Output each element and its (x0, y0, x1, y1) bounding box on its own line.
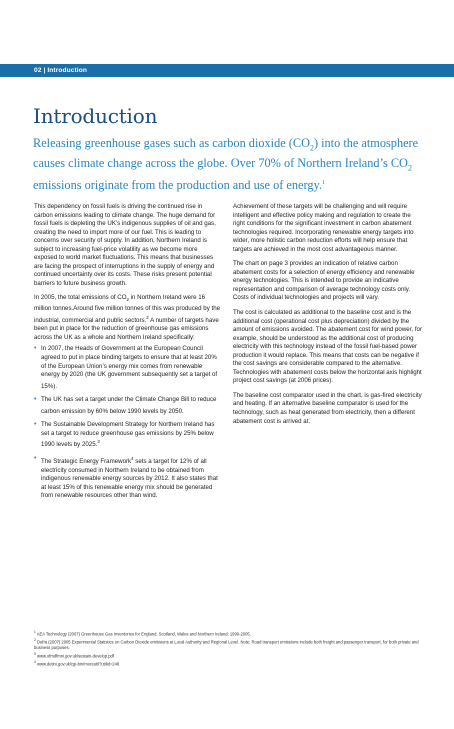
footnote (34, 638, 422, 651)
lead-paragraph (33, 136, 428, 193)
bullet-footnote-ref: 3 (97, 439, 100, 445)
lead-subscript-2: 2 (407, 163, 412, 173)
footnotes (34, 630, 422, 668)
bullet-text: In 2007, the Heads of Government at the European Council agreed to put in place binding targets to ensure that at least 20% of the European Union’s energy mix comes from renewable energy by 2020 (the UK government subsequently set a target of 15%). (41, 345, 218, 390)
lead-text-1: Releasing greenhouse gases such as carbon dioxide (CO (33, 136, 310, 150)
bullet-icon: • (34, 421, 37, 429)
left-p2-text-a: In 2005, the total emissions of CO (34, 294, 127, 302)
bullet-footnote-ref: 4 (131, 456, 134, 462)
footnote-text: Defra (2007) 2005 Experimental Statistics on Carbon Dioxide emissions at Local Authority and Regional Level. Note: Road transport emissions include both freight and passenger transport, for both private and business purposes. (34, 639, 419, 651)
list-item (34, 345, 222, 391)
footnote (34, 660, 422, 667)
bullet-icon: • (34, 455, 37, 463)
targets-list (34, 345, 222, 500)
bullet-text: The Sustainable Development Strategy for Northern Ireland has set a target to reduce greenhouse gas emissions by 25% below 1990 levels by 2025. (41, 421, 215, 449)
right-paragraph-4: The baseline cost comparator used in the chart, is gas-fired electricity and heating. If an alternative baseline comparator is used for the technology, such as heat generated from electricity, then a different abatement cost is arrived at. (233, 391, 422, 425)
bullet-icon: • (34, 396, 37, 404)
page-title: Introduction (33, 104, 158, 128)
left-p2-footnote-ref: 2 (146, 314, 149, 320)
bullet-tail: sets a target for 12% of all electricity consumed in Northern Ireland to be obtained from indigenous renewable energy sources by 2012. It also states that at least 15% of this renewable energy mix should be generated from renewable resources other than wind. (41, 458, 218, 500)
left-paragraph-2 (34, 294, 222, 342)
list-item (34, 396, 222, 416)
footnote-number: 2 (34, 638, 36, 643)
footnote (34, 652, 422, 659)
footnote (34, 630, 422, 637)
footnote-link[interactable]: www.detini.gov.uk/cgi-bin/moreutil?utilid=248 (35, 661, 120, 667)
lead-text-2: ) into the atmosphere causes climate change across the globe. Over 70% of Northern Ireland’s CO (33, 136, 419, 171)
list-item (34, 455, 222, 501)
right-paragraph-2: The chart on page 3 provides an indication of relative carbon abatement costs for a selection of energy efficiency and renewable energy technologies. This is intended to provide an indicative representation and comparison of average technology costs only. Costs of individual technologies and projects will vary. (233, 260, 415, 302)
lead-footnote-ref: 1 (321, 180, 325, 187)
list-item (34, 421, 222, 450)
footnote-link[interactable]: www.ofmdfmni.gov.uk/sustain-develop.pdf (35, 653, 115, 659)
right-column (233, 203, 422, 432)
lead-subscript-1: 2 (309, 143, 314, 153)
footnote-number: 1 (34, 630, 36, 634)
left-p2-text-b: in Northern Ireland were 16 million tonnes.Around five million tonnes of this was produced by the industrial, commercial and public sectors. (34, 294, 221, 324)
left-column (34, 203, 222, 506)
footnote-text: AEA Technology (2007) Greenhouse Gas Inventories for England, Scotland, Wales and Northern Ireland: 1990-2005. (35, 631, 251, 637)
footnote-number: 4 (34, 660, 36, 665)
bullet-text: The UK has set a target under the Climate Change Bill to reduce carbon emission by 60% below 1990 levels by 2050. (41, 396, 217, 415)
section-label: 02 | Introduction (34, 67, 87, 74)
right-paragraph-1: Achievement of these targets will be challenging and will require intelligent and effective policy making and regulation to create the right conditions for the significant investment in carbon abatement technologies required. Incorporating renewable energy targets into wider, more holistic carbon reduction efforts will help ensure that targets are achieved in the most cost advantageous manner. (233, 203, 414, 253)
left-p2-subscript: 2 (126, 297, 129, 303)
right-paragraph-3: The cost is calculated as additional to the baseline cost and is the additional cost (operational cost plus depreciation) divided by the amount of emissions avoided. The abatement cost for wind power, for example, should be understood as the additional cost of producing electricity with this technology instead of the fossil fuel-based power production it would replace. This means that costs can be negative if the cost savings are considerable compared to the alternative. Technologies with abatement costs below the horizontal axis highlight project cost savings (at 2006 prices). (233, 309, 422, 385)
bullet-icon: • (34, 345, 37, 353)
bullet-text: The Strategic Energy Framework (41, 458, 132, 466)
lead-text-3: emissions originate from the production and use of energy. (33, 178, 322, 193)
left-paragraph-1: This dependency on fossil fuels is driving the continued rise in carbon emissions leading to climate change. The huge demand for fossil fuels is depleting the UK’s indigenous supplies of oil and gas, creating the need to import more of our fuel. This is leading to concerns over security of supply. In addition, Northern Ireland is subject to increasing fuel-price volatility as we become more exposed to world market fluctuations. This means that businesses are facing the prospect of interruptions in the supply of energy and continued uncertainty over its costs. These risks present potential barriers to future business growth. (34, 203, 216, 287)
footnote-number: 3 (34, 652, 36, 657)
left-p2-text-c: A number of targets have been put in place for the reduction of greenhouse gas emissions across the UK as a whole and Northern Ireland specifically: (34, 316, 219, 341)
